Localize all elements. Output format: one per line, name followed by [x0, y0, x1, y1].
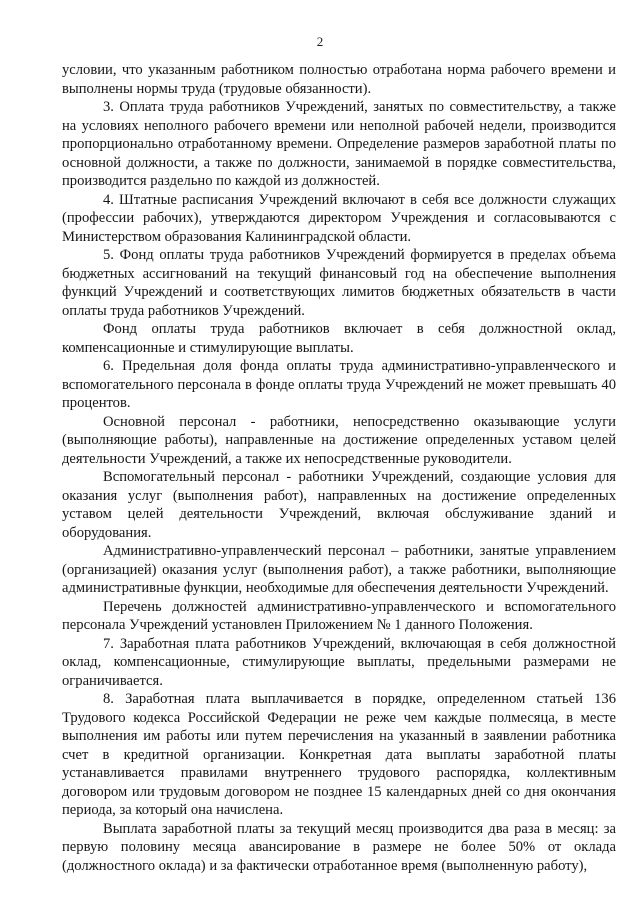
paragraph-support-staff: Вспомогательный персонал - работники Учреждений, создающие условия для оказания услуг (выполнения работ), направленных на достижение определенных уставом целей деятельности Учреждений, включая обслуживание зданий и оборудования. — [62, 469, 616, 541]
paragraph-5-wage-fund: 5. Фонд оплаты труда работников Учреждений формируется в пределах объема бюджетных ассигнований на текущий финансовый год на обеспечение выполнения функций Учреждений и соответствующих лимитов бюджетных обязательств в части оплаты труда работников Учреждений. — [62, 247, 616, 319]
paragraph-8-payment-order: 8. Заработная плата выплачивается в порядке, определенном статьей 136 Трудового кодекса Российской Федерации не реже чем каждые полмесяца, в месте выполнения им работы или путем перечисления на указанный в заявлении работника счет в кредитной организации. Конкретная дата выплаты заработной платы устанавливается правилами внутреннего трудового распорядка, коллективным договором или трудовым договором не позднее 15 календарных дней со дня окончания периода, за который она начислена. — [62, 691, 616, 818]
paragraph-admin-staff: Административно-управленческий персонал – работники, занятые управлением (организацией) оказания услуг (выполнения работ), а также работники, выполняющие административные функции, необходимые для обеспечения деятельности Учреждений. — [62, 543, 616, 596]
paragraph-4-staff-schedules: 4. Штатные расписания Учреждений включают в себя все должности служащих (профессии рабочих), утверждаются директором Учреждения и согласовываются с Министерством образования Калининградской области. — [62, 191, 616, 245]
paragraph-7-salary-limits: 7. Заработная плата работников Учреждений, включающая в себя должностной оклад, компенсационные, стимулирующие выплаты, предельными размерами не ограничивается. — [62, 635, 616, 689]
paragraph-core-staff: Основной персонал - работники, непосредственно оказывающие услуги (выполняющие работы), направленные на достижение определенных уставом целей деятельности Учреждений, а также их непосредственные руководители. — [62, 413, 616, 467]
document-body — [62, 61, 616, 875]
paragraph-positions-list: Перечень должностей административно-управленческого и вспомогательного персонала Учреждений установлен Приложением № 1 данного Положения. — [62, 598, 616, 633]
paragraph-wage-fund-composition: Фонд оплаты труда работников включает в себя должностной оклад, компенсационные и стимулирующие выплаты. — [62, 321, 616, 356]
paragraph-continuation: условии, что указанным работником полностью отработана норма рабочего времени и выполнены нормы труда (трудовые обязанности). — [62, 62, 616, 97]
paragraph-6-admin-share: 6. Предельная доля фонда оплаты труда административно-управленческого и вспомогательного персонала в фонде оплаты труда Учреждений не может превышать 40 процентов. — [62, 358, 616, 411]
paragraph-3-part-time-pay: 3. Оплата труда работников Учреждений, занятых по совместительству, а также на условиях неполного рабочего времени или неполной рабочей недели, производится пропорционально отработанному времени. Определение размеров заработной платы по основной должности, а также по должности, занимаемой в порядке совместительства, производится раздельно по каждой из должностей. — [62, 99, 616, 189]
paragraph-payment-twice-monthly: Выплата заработной платы за текущий месяц производится два раза в месяц: за первую половину месяца авансирование в размере не более 50% от оклада (должностного оклада) и за фактически отработанное время (выполненную работу), — [62, 820, 616, 874]
page-number: 2 — [316, 34, 324, 49]
